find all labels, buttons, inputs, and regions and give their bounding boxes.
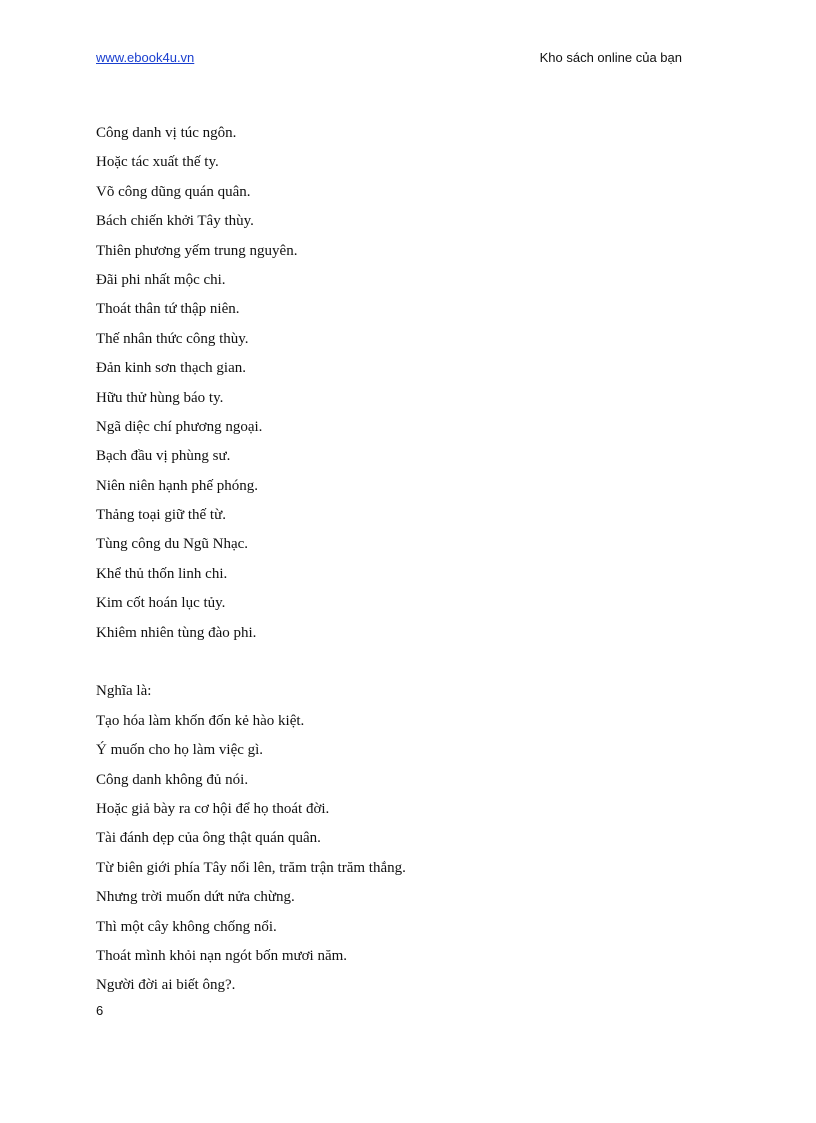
meaning-line: Nhưng trời muốn dứt nửa chừng. [96, 889, 295, 906]
meaning-line: Thì một cây không chống nổi. [96, 918, 277, 935]
meaning-line: Người đời ai biết ông?. [96, 977, 236, 994]
site-link[interactable]: www.ebook4u.vn [96, 50, 195, 65]
stanza-gap [96, 648, 716, 677]
meaning-line: Tạo hóa làm khốn đốn kẻ hào kiệt. [96, 712, 305, 729]
verse-line: Thoát thân tứ thập niên. [96, 301, 240, 318]
verse-line: Ngã diệc chí phương ngoại. [96, 418, 263, 435]
verse-line: Khể thủ thốn linh chi. [96, 565, 228, 582]
verse-line: Công danh vị túc ngôn. [96, 125, 237, 141]
verse-line: Thế nhân thức công thùy. [96, 330, 249, 347]
meaning-line: Hoặc giả bày ra cơ hội để họ thoát đời. [96, 800, 330, 817]
verse-line: Tùng công du Ngũ Nhạc. [96, 536, 249, 553]
verse-line: Khiêm nhiên tùng đào phi. [96, 624, 257, 641]
verse-line: Võ công dũng quán quân. [96, 183, 251, 200]
verse-line: Kim cốt hoán lục tủy. [96, 595, 226, 612]
page-header [96, 50, 682, 70]
verse-line: Đản kinh sơn thạch gian. [96, 360, 246, 377]
verse-line: Hoặc tác xuất thế ty. [96, 154, 219, 171]
poem-body [96, 119, 716, 1001]
verse-line: Thảng toại giữ thế từ. [96, 507, 226, 524]
verse-line: Đãi phi nhất mộc chi. [96, 271, 226, 288]
page-number: 6 [96, 1003, 104, 1018]
verse-line: Niên niên hạnh phế phóng. [96, 477, 259, 494]
header-tagline: Kho sách online của bạn [539, 50, 682, 65]
verse-line: Thiên phương yếm trung nguyên. [96, 242, 298, 259]
meaning-line: Tài đánh dẹp của ông thật quán quân. [96, 830, 321, 847]
verse-line: Bách chiến khởi Tây thùy. [96, 213, 254, 230]
verse-line: Hữu thử hùng báo ty. [96, 389, 224, 406]
meaning-line: Công danh không đủ nói. [96, 771, 249, 788]
meaning-heading: Nghĩa là: [96, 683, 152, 700]
meaning-line: Thoát mình khỏi nạn ngót bốn mươi năm. [96, 947, 348, 964]
meaning-line: Ý muốn cho họ làm việc gì. [96, 742, 264, 759]
verse-line: Bạch đầu vị phùng sư. [96, 448, 231, 465]
meaning-line: Từ biên giới phía Tây nổi lên, trăm trận trăm thắng. [96, 859, 406, 876]
